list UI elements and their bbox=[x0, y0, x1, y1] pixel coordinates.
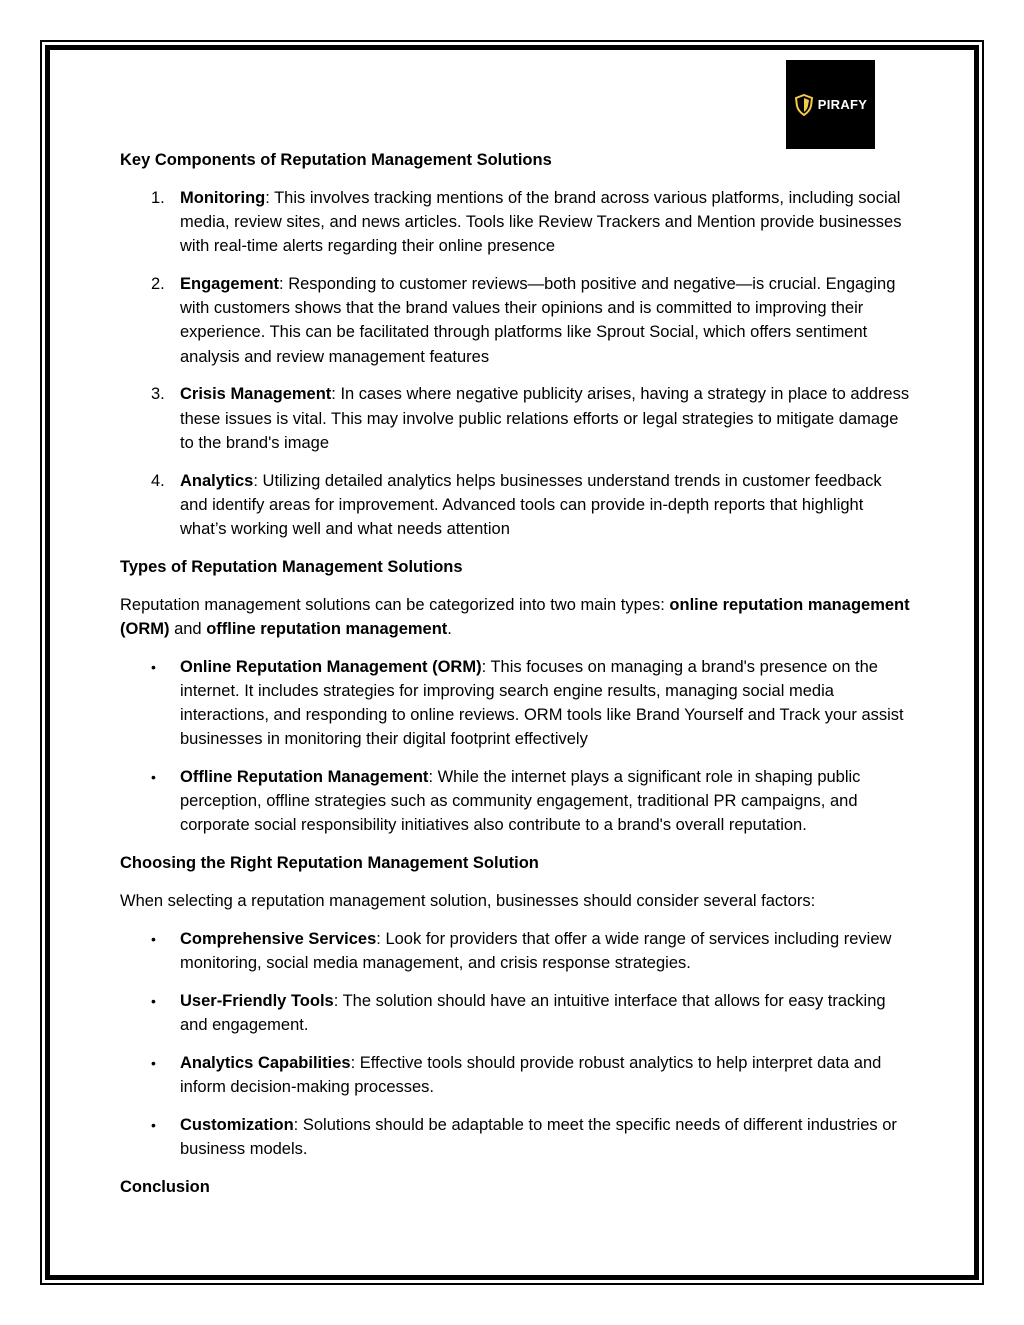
heading-key-components: Key Components of Reputation Management Solutions bbox=[120, 151, 552, 169]
intro-bold: offline reputation management bbox=[206, 619, 448, 638]
list-item bbox=[120, 1051, 910, 1099]
list-number: 2. bbox=[151, 275, 165, 293]
item-title: Customization bbox=[180, 1115, 294, 1134]
item-text: : Look for providers that offer a wide range of services including review monitoring, social media management, and crisis response strategies. bbox=[180, 929, 892, 973]
factors-list bbox=[120, 927, 910, 1161]
list-number: 4. bbox=[151, 471, 165, 490]
pirafy-logo bbox=[786, 60, 875, 149]
bullet: • bbox=[151, 769, 156, 786]
item-text: : Solutions should be adaptable to meet the specific needs of different industries or business models. bbox=[180, 1115, 897, 1159]
list-item bbox=[120, 989, 910, 1037]
list-item bbox=[120, 765, 910, 838]
item-title: Analytics bbox=[180, 471, 254, 490]
item-text: : This involves tracking mentions of the brand across various platforms, including social media, review sites, and news articles. Tools like Review Trackers and Mention provide businesses with real-time alerts regarding their online presence bbox=[180, 188, 902, 256]
intro-text: Reputation management solutions can be categorized into two main types: bbox=[120, 595, 670, 614]
list-number: 1. bbox=[151, 188, 165, 207]
item-text: : The solution should have an intuitive interface that allows for easy tracking and engagement. bbox=[180, 991, 886, 1035]
heading-choosing: Choosing the Right Reputation Management Solution bbox=[120, 854, 539, 873]
key-components-list bbox=[120, 186, 910, 541]
choosing-intro: When selecting a reputation management solution, businesses should consider several factors: bbox=[120, 892, 816, 911]
item-text: : Responding to customer reviews—both positive and negative—is crucial. Engaging with customers shows that the brand values their opinions and is committed to improving their experience. This can be facilitated through platforms like Sprout Social, which offers sentiment analysis and review management features bbox=[180, 275, 896, 366]
item-text: : Effective tools should provide robust analytics to help interpret data and inform decision-making processes. bbox=[180, 1053, 882, 1097]
heading-conclusion: Conclusion bbox=[120, 1177, 210, 1196]
list-item bbox=[120, 382, 910, 455]
list-item bbox=[120, 186, 910, 259]
bullet: • bbox=[151, 992, 156, 1009]
list-number: 3. bbox=[151, 385, 165, 404]
bullet: • bbox=[151, 658, 156, 675]
item-title: Crisis Management bbox=[180, 385, 332, 404]
list-item bbox=[120, 927, 910, 975]
bullet: • bbox=[151, 1116, 156, 1133]
list-item bbox=[120, 1113, 910, 1161]
list-item bbox=[120, 272, 910, 369]
list-item bbox=[120, 655, 910, 752]
intro-bold: online reputation management (ORM) bbox=[120, 595, 910, 638]
item-text: : Utilizing detailed analytics helps businesses understand trends in customer feedback and identify areas for improvement. Advanced tools can provide in-depth reports that highlight what’s working well and what needs attention bbox=[180, 471, 882, 539]
bullet: • bbox=[151, 930, 156, 947]
types-intro bbox=[120, 593, 910, 641]
shield-icon bbox=[794, 94, 814, 116]
heading-types: Types of Reputation Management Solutions bbox=[120, 557, 463, 576]
types-list bbox=[120, 655, 910, 838]
item-text: : This focuses on managing a brand's presence on the internet. It includes strategies for improving search engine results, managing social media interactions, and responding to online reviews. ORM tools like Brand Yourself and Track your assist businesses in monitoring their digital footprint effectively bbox=[180, 657, 904, 749]
item-title: Analytics Capabilities bbox=[180, 1053, 351, 1072]
item-title: User-Friendly Tools bbox=[180, 991, 334, 1010]
item-title: Online Reputation Management (ORM) bbox=[180, 657, 482, 676]
list-item bbox=[120, 469, 910, 542]
bullet: • bbox=[151, 1054, 156, 1071]
item-title: Engagement bbox=[180, 275, 280, 293]
item-title: Comprehensive Services bbox=[180, 929, 377, 948]
item-title: Monitoring bbox=[180, 188, 266, 207]
logo-text: PIRAFY bbox=[817, 97, 868, 112]
document-body bbox=[120, 148, 910, 1199]
item-title: Offline Reputation Management bbox=[180, 768, 429, 787]
intro-text: . bbox=[447, 619, 452, 638]
item-text: : In cases where negative publicity arises, having a strategy in place to address these issues is vital. This may involve public relations efforts or legal strategies to mitigate damage to the brand's image bbox=[180, 385, 910, 452]
intro-text: and bbox=[169, 619, 207, 638]
item-text: : While the internet plays a significant role in shaping public perception, offline strategies such as community engagement, traditional PR campaigns, and corporate social responsibility initiatives also contribute to a brand's overall reputation. bbox=[180, 768, 861, 835]
